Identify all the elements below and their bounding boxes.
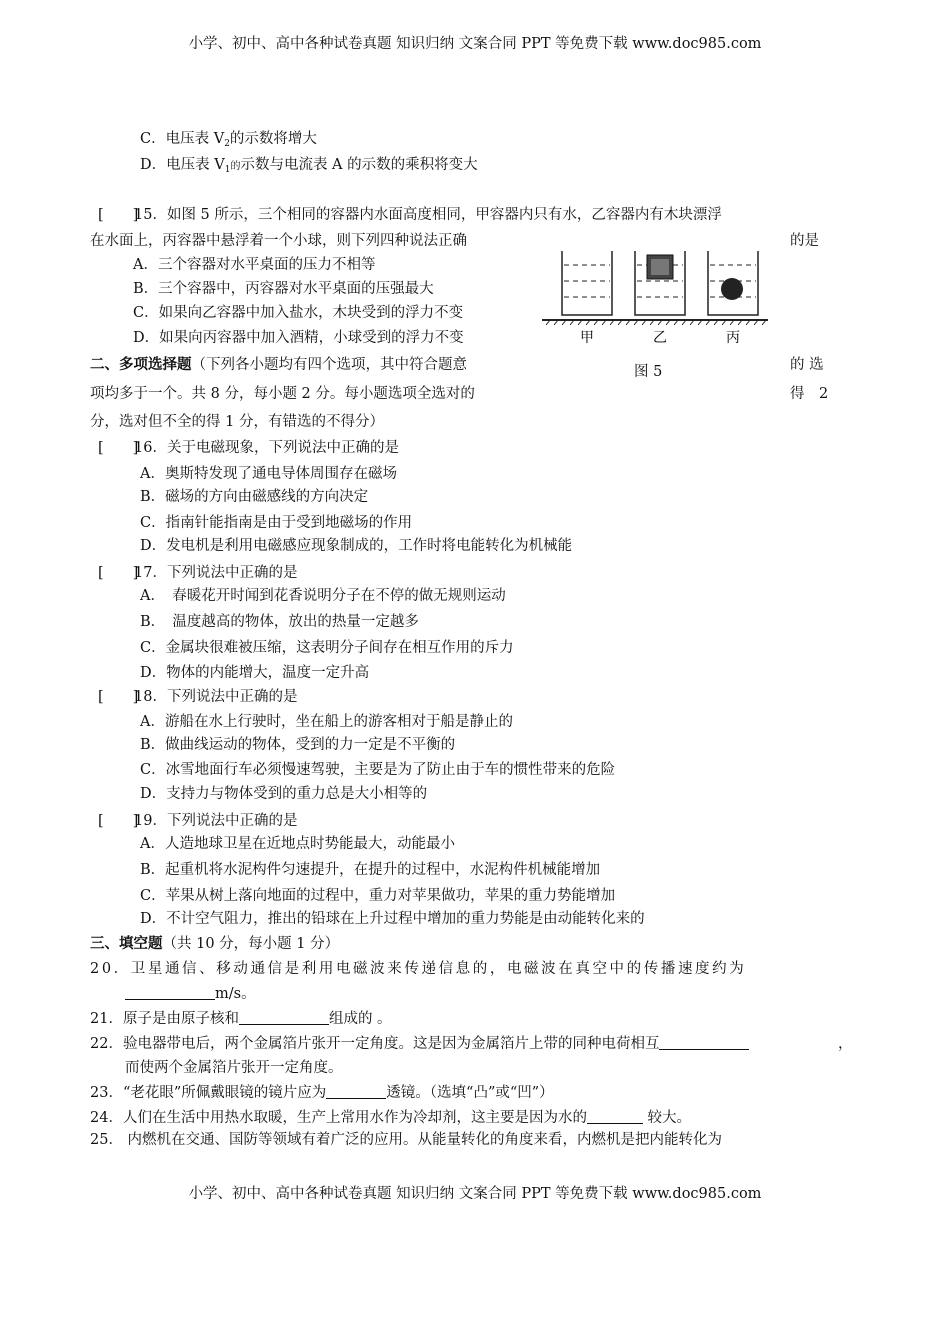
q18-stem: [ ]18．下列说法中正确的是 [98,689,298,705]
q17-option-d: D．物体的内能增大，温度一定升高 [140,665,370,681]
q15-option-b: B．三个容器中，丙容器对水平桌面的压强最大 [133,281,434,297]
q15-option-a: A．三个容器对水平桌面的压力不相等 [133,257,376,273]
q22-blank[interactable] [659,1035,749,1050]
section-2-line2: 项均多于一个。共 8 分，每小题 2 分。每小题选项全选对的 [90,386,475,402]
q18-option-c: C．冰雪地面行车必须慢速驾驶，主要是为了防止由于车的惯性带来的危险 [140,762,616,778]
label-jia: 甲 [580,331,594,346]
q19-option-d: D．不计空气阻力，推出的铅球在上升过程中增加的重力势能是由动能转化来的 [140,911,645,927]
q16-stem: [ ]16．关于电磁现象，下列说法中正确的是 [98,440,399,456]
label-yi: 乙 [653,331,667,346]
q17-option-c: C．金属块很难被压缩，这表明分子间存在相互作用的斥力 [140,640,514,656]
q21: 21．原子是由原子核和 组成的 。 [90,1011,392,1027]
figure-5-containers [540,243,770,348]
q25: 25． 内燃机在交通、国防等领域有着广泛的应用。从能量转化的角度来看，内燃机是把内能转化为 [90,1132,723,1148]
q15-stem-line1: [ ]15．如图 5 所示，三个相同的容器内水面高度相同，甲容器内只有水，乙容器内有木块漂浮 [98,207,722,223]
q24: 24．人们在生活中用热水取暖，生产上常用水作为冷却剂，这主要是因为水的 较大。 [90,1110,692,1126]
q22-line2: 而使两个金属箔片张开一定角度。 [125,1060,343,1076]
q20-line1: 20．卫星通信、移动通信是利用电磁波来传递信息的，电磁波在真空中的传播速度约为 [90,961,747,977]
q15-option-c: C．如果向乙容器中加入盐水，木块受到的浮力不变 [133,305,464,321]
q20-line2: m/s。 [125,984,256,1004]
q19-option-a: A．人造地球卫星在近地点时势能最大，动能最小 [140,836,455,852]
q15-option-d: D．如果向丙容器中加入酒精，小球受到的浮力不变 [133,330,464,346]
q19-stem: [ ]19．下列说法中正确的是 [98,813,298,829]
q17-option-b: B． 温度越高的物体，放出的热量一定越多 [140,614,419,630]
q24-blank[interactable] [587,1109,643,1124]
section-3-title: 三、填空题（共 10 分，每小题 1 分） [90,935,340,952]
q15-stem-line2: 在水面上，丙容器中悬浮着一个小球，则下列四种说法正确 [90,233,467,249]
q19-option-c: C．苹果从树上落向地面的过程中，重力对苹果做功，苹果的重力势能增加 [140,888,616,904]
label-bing: 丙 [726,331,740,346]
prev-option-c: C．电压表 $V_2$的示数将增大 [140,131,317,149]
q16-option-a: A．奥斯特发现了通电导体周围存在磁场 [140,466,397,482]
section-2-line1: 二、多项选择题（下列各小题均有四个选项，其中符合题意 [90,356,467,373]
section-2-line1-end: 的 选 [790,357,824,373]
q17-option-a: A． 春暖花开时闻到花香说明分子在不停的做无规则运动 [140,588,506,604]
page-header: 小学、初中、高中各种试卷真题 知识归纳 文案合同 PPT 等免费下载 www.doc985.com [188,36,762,52]
q16-option-d: D．发电机是利用电磁感应现象制成的，工作时将电能转化为机械能 [140,538,573,554]
figure-5-caption: 图 5 [634,364,663,380]
q21-blank[interactable] [239,1010,329,1025]
q23-blank[interactable] [326,1084,386,1099]
q15-stem-line2-end: 的是 [790,233,819,249]
q19-option-b: B．起重机将水泥构件匀速提升，在提升的过程中，水泥构件机械能增加 [140,862,601,878]
section-2-line2-end: 得 2 [790,386,829,402]
q16-option-c: C．指南针能指南是由于受到地磁场的作用 [140,515,413,531]
q18-option-b: B．做曲线运动的物体，受到的力一定是不平衡的 [140,737,456,753]
q16-option-b: B．磁场的方向由磁感线的方向决定 [140,489,369,505]
prev-option-d: D．电压表 $V_1$的示数与电流表 A 的示数的乘积将变大 [140,157,478,175]
page-footer: 小学、初中、高中各种试卷真题 知识归纳 文案合同 PPT 等免费下载 www.doc985.com [188,1186,762,1202]
section-2-line3: 分，选对但不全的得 1 分，有错选的不得分） [90,414,384,430]
q17-stem: [ ]17．下列说法中正确的是 [98,565,298,581]
q20-blank[interactable] [125,985,215,1000]
q18-option-d: D．支持力与物体受到的重力总是大小相等的 [140,786,428,802]
q23: 23．“老花眼”所佩戴眼镜的镜片应为 透镜。（选填“凸”或“凹”） [90,1085,554,1101]
q22-comma: ， [838,1036,853,1052]
suspended-ball [721,278,743,300]
q18-option-a: A．游船在水上行驶时，坐在船上的游客相对于船是静止的 [140,714,513,730]
q22-line1: 22．验电器带电后，两个金属箔片张开一定角度。这是因为金属箔片上带的同种电荷相互 [90,1034,749,1054]
container-jia [562,251,612,315]
